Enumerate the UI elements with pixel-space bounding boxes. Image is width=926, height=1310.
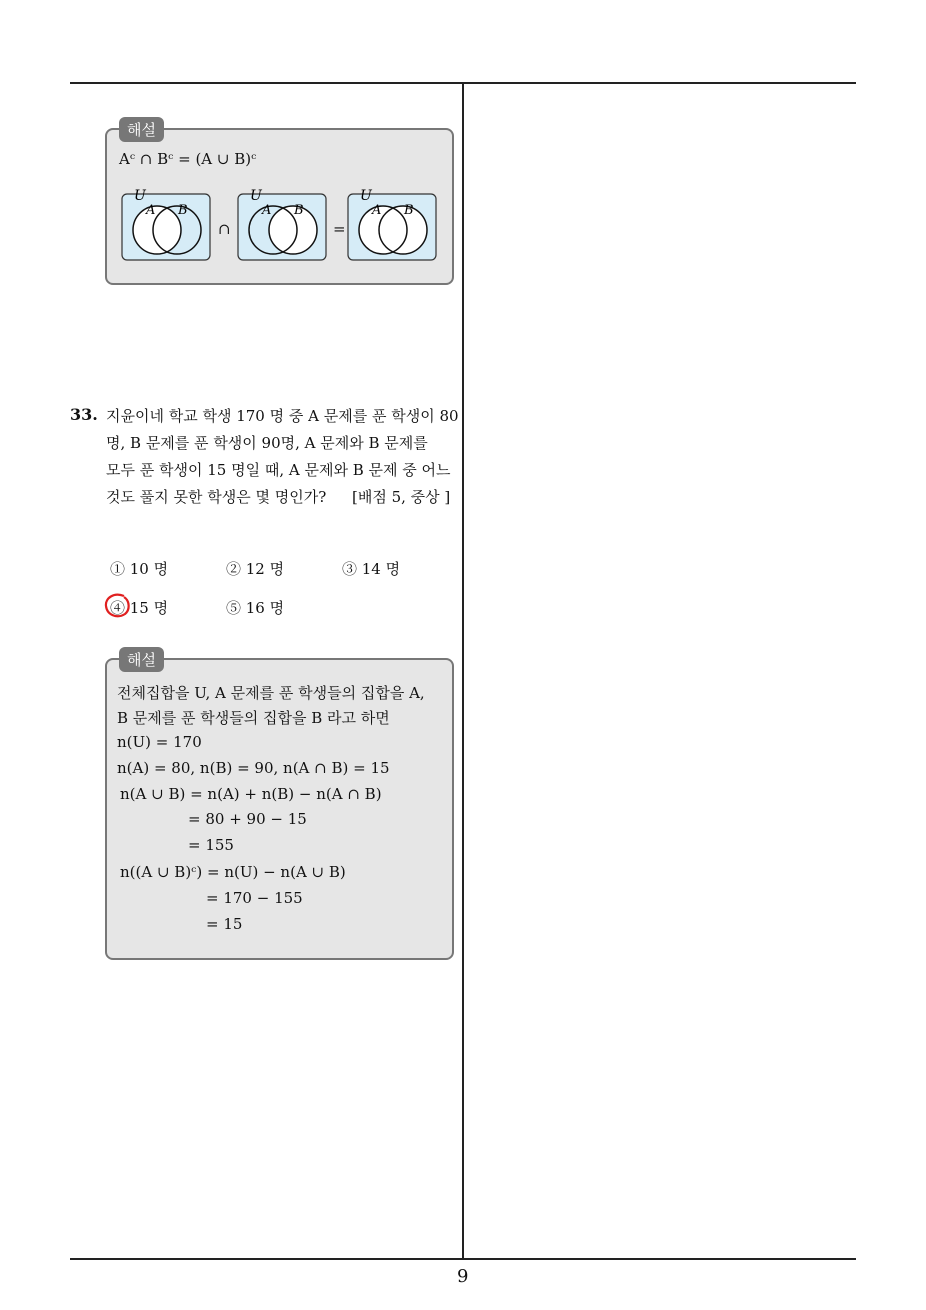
solution-line-6: = 80 + 90 − 15 [188, 810, 307, 828]
intersect-operator: ∩ [218, 220, 231, 238]
equals-operator: = [333, 220, 346, 238]
svg-text:A: A [262, 203, 272, 218]
choice-3[interactable]: ③ 14 명 [342, 560, 401, 578]
svg-text:A: A [146, 203, 156, 218]
solution-tag-1: 해설 [119, 117, 164, 142]
solution-line-10: = 15 [206, 915, 243, 933]
choice-1[interactable]: ① 10 명 [110, 560, 169, 578]
complement-formula: Aᶜ ∩ Bᶜ = (A ∪ B)ᶜ [119, 150, 257, 168]
svg-text:A: A [372, 203, 382, 218]
venn-complement-b [236, 186, 330, 264]
solution-line-3: n(U) = 170 [117, 733, 202, 751]
solution-line-9: = 170 − 155 [206, 889, 303, 907]
column-divider [462, 82, 464, 1260]
choice-2[interactable]: ② 12 명 [226, 560, 285, 578]
svg-text:B: B [404, 203, 414, 218]
solution-line-7: = 155 [188, 836, 234, 854]
bottom-rule [70, 1258, 856, 1260]
svg-text:U: U [250, 188, 262, 204]
score-label: [배점 5, 중상 ] [352, 488, 451, 506]
svg-text:B: B [178, 203, 188, 218]
solution-box-2 [105, 658, 454, 960]
solution-line-8: n((A ∪ B)ᶜ) = n(U) − n(A ∪ B) [120, 863, 346, 881]
solution-line-5: n(A ∪ B) = n(A) + n(B) − n(A ∩ B) [120, 785, 382, 803]
solution-tag-2: 해설 [119, 647, 164, 672]
answer-mark-circle [102, 591, 136, 621]
svg-text:B: B [294, 203, 304, 218]
solution-line-4: n(A) = 80, n(B) = 90, n(A ∩ B) = 15 [117, 759, 390, 777]
svg-text:U: U [360, 188, 372, 204]
choice-4[interactable]: ④ 15 명 [110, 599, 169, 617]
venn-union-complement [346, 186, 440, 264]
question-number: 33. [70, 405, 98, 424]
question-line-2: 명, B 문제를 푼 학생이 90명, A 문제와 B 문제를 [106, 434, 428, 452]
solution-line-2: B 문제를 푼 학생들의 집합을 B 라고 하면 [117, 709, 390, 727]
question-line-4: 것도 풀지 못한 학생은 몇 명인가? [106, 488, 327, 506]
svg-text:U: U [134, 188, 146, 204]
question-line-1: 지윤이네 학교 학생 170 명 중 A 문제를 푼 학생이 80 [106, 407, 459, 425]
question-line-3: 모두 푼 학생이 15 명일 때, A 문제와 B 문제 중 어느 [106, 461, 451, 479]
venn-complement-a [120, 186, 214, 264]
page-number: 9 [457, 1266, 469, 1287]
choice-5[interactable]: ⑤ 16 명 [226, 599, 285, 617]
solution-line-1: 전체집합을 U, A 문제를 푼 학생들의 집합을 A, [117, 684, 425, 702]
